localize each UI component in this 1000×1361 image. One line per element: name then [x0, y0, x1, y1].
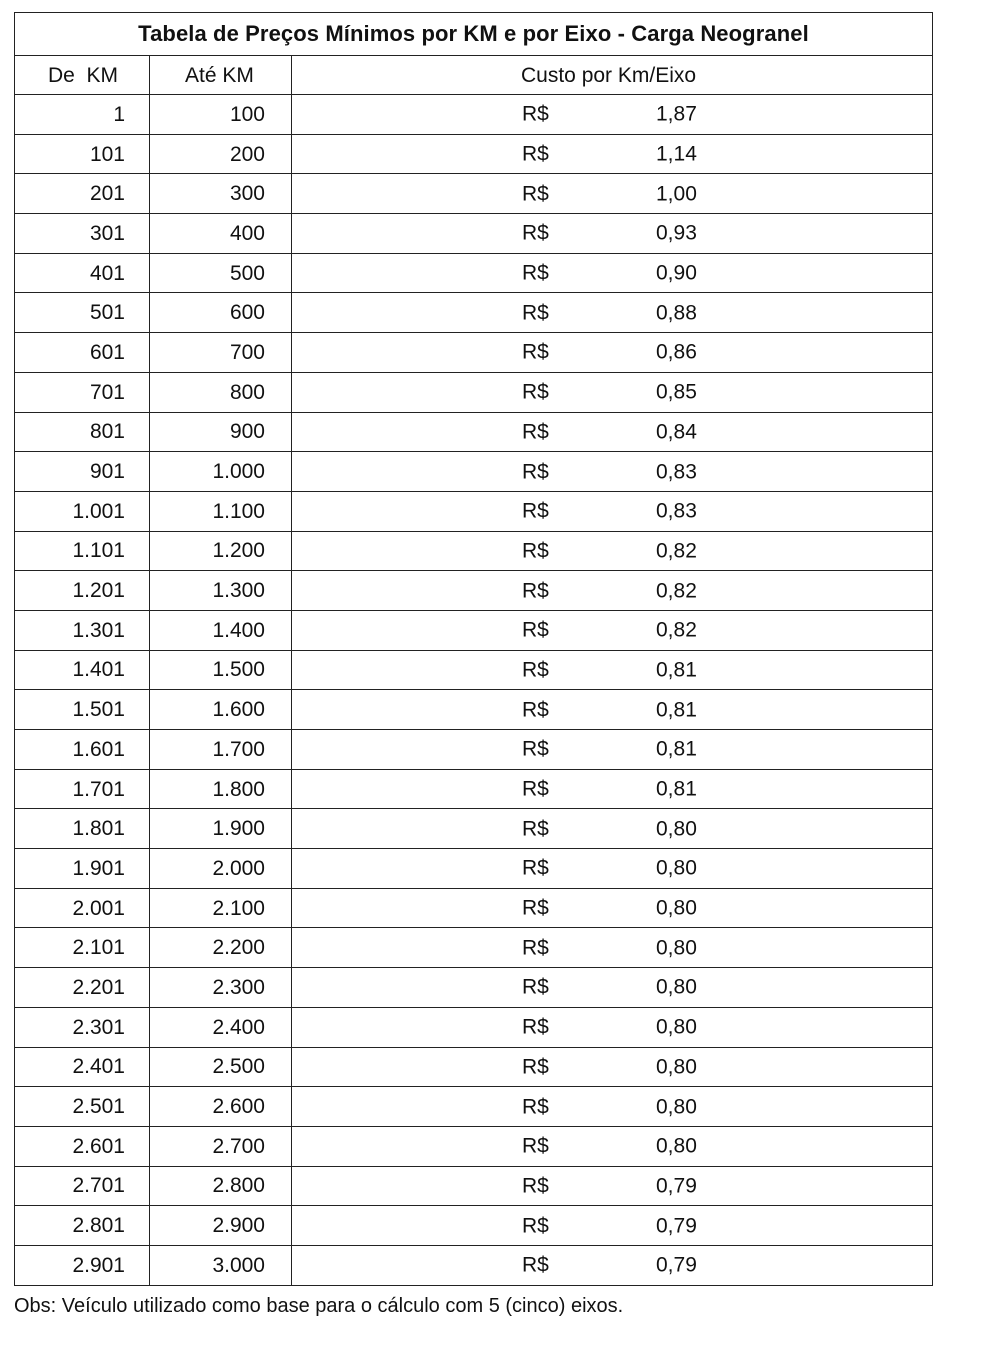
cell-cost: [292, 1126, 933, 1166]
currency-symbol: R$: [522, 975, 549, 999]
cell-to-km: 700: [150, 333, 292, 373]
cost-value: 0,81: [656, 737, 697, 761]
cell-to-km: 2.800: [150, 1166, 292, 1206]
table-header-row: [15, 56, 933, 95]
cell-from-km: 2.701: [15, 1166, 150, 1206]
cell-from-km: 701: [15, 372, 150, 412]
cell-to-km: 2.700: [150, 1126, 292, 1166]
cell-to-km: 300: [150, 174, 292, 214]
cell-from-km: 2.201: [15, 968, 150, 1008]
cell-to-km: 1.800: [150, 769, 292, 809]
cell-cost: [292, 253, 933, 293]
cell-to-km: 2.400: [150, 1007, 292, 1047]
table-row: [15, 571, 933, 611]
cost-value: 0,81: [656, 777, 697, 801]
cell-to-km: 2.100: [150, 888, 292, 928]
currency-symbol: R$: [522, 737, 549, 761]
table-row: [15, 372, 933, 412]
cell-cost: [292, 412, 933, 452]
cell-from-km: 1.001: [15, 491, 150, 531]
table-row: [15, 690, 933, 730]
cell-to-km: 500: [150, 253, 292, 293]
currency-symbol: R$: [522, 102, 549, 126]
table-row: [15, 968, 933, 1008]
cell-cost: [292, 491, 933, 531]
cell-to-km: 2.200: [150, 928, 292, 968]
cell-from-km: 501: [15, 293, 150, 333]
cell-from-km: 401: [15, 253, 150, 293]
table-row: [15, 174, 933, 214]
cost-value: 0,82: [656, 579, 697, 603]
cell-to-km: 1.600: [150, 690, 292, 730]
cell-to-km: 1.200: [150, 531, 292, 571]
table-row: [15, 491, 933, 531]
cost-value: 0,82: [656, 618, 697, 642]
cell-from-km: 1.401: [15, 650, 150, 690]
cell-from-km: 2.501: [15, 1087, 150, 1127]
cell-cost: [292, 293, 933, 333]
cell-from-km: 1.501: [15, 690, 150, 730]
currency-symbol: R$: [522, 1214, 549, 1238]
header-cost-per-km-axle: Custo por Km/Eixo: [292, 56, 933, 95]
cell-to-km: 2.300: [150, 968, 292, 1008]
cell-from-km: 1.701: [15, 769, 150, 809]
cell-to-km: 1.000: [150, 452, 292, 492]
currency-symbol: R$: [522, 1095, 549, 1119]
cell-from-km: 2.401: [15, 1047, 150, 1087]
cost-value: 0,79: [656, 1253, 697, 1277]
currency-symbol: R$: [522, 777, 549, 801]
currency-symbol: R$: [522, 182, 549, 206]
cost-value: 1,00: [656, 182, 697, 206]
cell-from-km: 1.601: [15, 730, 150, 770]
table-row: [15, 650, 933, 690]
currency-symbol: R$: [522, 380, 549, 404]
currency-symbol: R$: [522, 340, 549, 364]
cell-to-km: 1.900: [150, 809, 292, 849]
cell-cost: [292, 452, 933, 492]
cell-from-km: 1.201: [15, 571, 150, 611]
cell-cost: [292, 571, 933, 611]
table-row: [15, 1087, 933, 1127]
table-row: [15, 293, 933, 333]
cost-value: 1,14: [656, 142, 697, 166]
table-row: [15, 412, 933, 452]
currency-symbol: R$: [522, 698, 549, 722]
cell-from-km: 2.101: [15, 928, 150, 968]
cost-value: 0,93: [656, 221, 697, 245]
table-body: [15, 95, 933, 1286]
cell-to-km: 1.300: [150, 571, 292, 611]
cost-value: 0,83: [656, 499, 697, 523]
cell-to-km: 1.400: [150, 610, 292, 650]
cell-to-km: 2.900: [150, 1206, 292, 1246]
cell-cost: [292, 968, 933, 1008]
cost-value: 0,90: [656, 261, 697, 285]
cell-from-km: 101: [15, 134, 150, 174]
cost-value: 0,81: [656, 658, 697, 682]
cost-value: 0,84: [656, 420, 697, 444]
table-row: [15, 95, 933, 135]
cell-cost: [292, 650, 933, 690]
cell-cost: [292, 730, 933, 770]
table-row: [15, 134, 933, 174]
cell-cost: [292, 372, 933, 412]
table-row: [15, 809, 933, 849]
cell-cost: [292, 690, 933, 730]
currency-symbol: R$: [522, 1134, 549, 1158]
cell-cost: [292, 1087, 933, 1127]
table-row: [15, 1245, 933, 1285]
cost-value: 0,79: [656, 1174, 697, 1198]
table-row: [15, 214, 933, 254]
cell-to-km: 2.000: [150, 849, 292, 889]
cell-cost: [292, 1007, 933, 1047]
cell-to-km: 2.600: [150, 1087, 292, 1127]
table-title-row: [15, 13, 933, 56]
cell-from-km: 2.001: [15, 888, 150, 928]
cell-from-km: 1.801: [15, 809, 150, 849]
currency-symbol: R$: [522, 142, 549, 166]
table-title: Tabela de Preços Mínimos por KM e por Eixo - Carga Neogranel: [15, 13, 933, 56]
table-row: [15, 253, 933, 293]
cell-cost: [292, 1245, 933, 1285]
currency-symbol: R$: [522, 460, 549, 484]
cost-value: 0,80: [656, 896, 697, 920]
cost-value: 0,80: [656, 1015, 697, 1039]
cell-to-km: 2.500: [150, 1047, 292, 1087]
price-table: [14, 12, 933, 1286]
cell-from-km: 1.901: [15, 849, 150, 889]
cell-to-km: 1.700: [150, 730, 292, 770]
cost-value: 0,85: [656, 380, 697, 404]
table-row: [15, 531, 933, 571]
cell-from-km: 2.601: [15, 1126, 150, 1166]
currency-symbol: R$: [522, 301, 549, 325]
cell-from-km: 601: [15, 333, 150, 373]
cell-from-km: 201: [15, 174, 150, 214]
cost-value: 0,83: [656, 460, 697, 484]
table-row: [15, 333, 933, 373]
currency-symbol: R$: [522, 539, 549, 563]
cost-value: 0,80: [656, 1134, 697, 1158]
cost-value: 0,80: [656, 817, 697, 841]
cost-value: 0,80: [656, 936, 697, 960]
cost-value: 0,86: [656, 340, 697, 364]
cell-from-km: 1: [15, 95, 150, 135]
cell-from-km: 2.801: [15, 1206, 150, 1246]
cell-cost: [292, 95, 933, 135]
currency-symbol: R$: [522, 1253, 549, 1277]
cell-cost: [292, 1047, 933, 1087]
currency-symbol: R$: [522, 1015, 549, 1039]
currency-symbol: R$: [522, 261, 549, 285]
table-row: [15, 1047, 933, 1087]
header-from-km: De KM: [15, 56, 150, 95]
cell-to-km: 200: [150, 134, 292, 174]
cell-to-km: 1.500: [150, 650, 292, 690]
cell-to-km: 100: [150, 95, 292, 135]
cell-to-km: 400: [150, 214, 292, 254]
cost-value: 0,80: [656, 975, 697, 999]
table-row: [15, 452, 933, 492]
currency-symbol: R$: [522, 1174, 549, 1198]
cell-to-km: 800: [150, 372, 292, 412]
cell-to-km: 1.100: [150, 491, 292, 531]
cell-to-km: 900: [150, 412, 292, 452]
cell-from-km: 301: [15, 214, 150, 254]
cell-to-km: 3.000: [150, 1245, 292, 1285]
currency-symbol: R$: [522, 221, 549, 245]
cost-value: 0,80: [656, 856, 697, 880]
cost-value: 0,81: [656, 698, 697, 722]
cell-to-km: 600: [150, 293, 292, 333]
table-row: [15, 888, 933, 928]
header-to-km: Até KM: [150, 56, 292, 95]
table-row: [15, 928, 933, 968]
cost-value: 0,79: [656, 1214, 697, 1238]
cell-cost: [292, 174, 933, 214]
currency-symbol: R$: [522, 856, 549, 880]
currency-symbol: R$: [522, 420, 549, 444]
currency-symbol: R$: [522, 579, 549, 603]
cell-from-km: 1.101: [15, 531, 150, 571]
cell-cost: [292, 769, 933, 809]
cell-cost: [292, 610, 933, 650]
currency-symbol: R$: [522, 817, 549, 841]
table-row: [15, 1007, 933, 1047]
table-row: [15, 730, 933, 770]
table-row: [15, 769, 933, 809]
cell-from-km: 1.301: [15, 610, 150, 650]
cost-value: 1,87: [656, 102, 697, 126]
cell-cost: [292, 809, 933, 849]
cell-cost: [292, 888, 933, 928]
footnote-observation: Obs: Veículo utilizado como base para o cálculo com 5 (cinco) eixos.: [14, 1295, 624, 1317]
currency-symbol: R$: [522, 896, 549, 920]
currency-symbol: R$: [522, 618, 549, 642]
table-row: [15, 1166, 933, 1206]
cost-value: 0,80: [656, 1055, 697, 1079]
currency-symbol: R$: [522, 1055, 549, 1079]
cell-cost: [292, 1206, 933, 1246]
cost-value: 0,88: [656, 301, 697, 325]
cell-from-km: 2.301: [15, 1007, 150, 1047]
cell-cost: [292, 134, 933, 174]
cell-from-km: 2.901: [15, 1245, 150, 1285]
currency-symbol: R$: [522, 936, 549, 960]
currency-symbol: R$: [522, 499, 549, 523]
cost-value: 0,80: [656, 1095, 697, 1119]
table-row: [15, 1126, 933, 1166]
table-row: [15, 610, 933, 650]
cell-cost: [292, 849, 933, 889]
table-row: [15, 1206, 933, 1246]
cell-cost: [292, 333, 933, 373]
cell-from-km: 901: [15, 452, 150, 492]
cell-cost: [292, 531, 933, 571]
cost-value: 0,82: [656, 539, 697, 563]
currency-symbol: R$: [522, 658, 549, 682]
cell-from-km: 801: [15, 412, 150, 452]
cell-cost: [292, 1166, 933, 1206]
table-row: [15, 849, 933, 889]
cell-cost: [292, 214, 933, 254]
cell-cost: [292, 928, 933, 968]
